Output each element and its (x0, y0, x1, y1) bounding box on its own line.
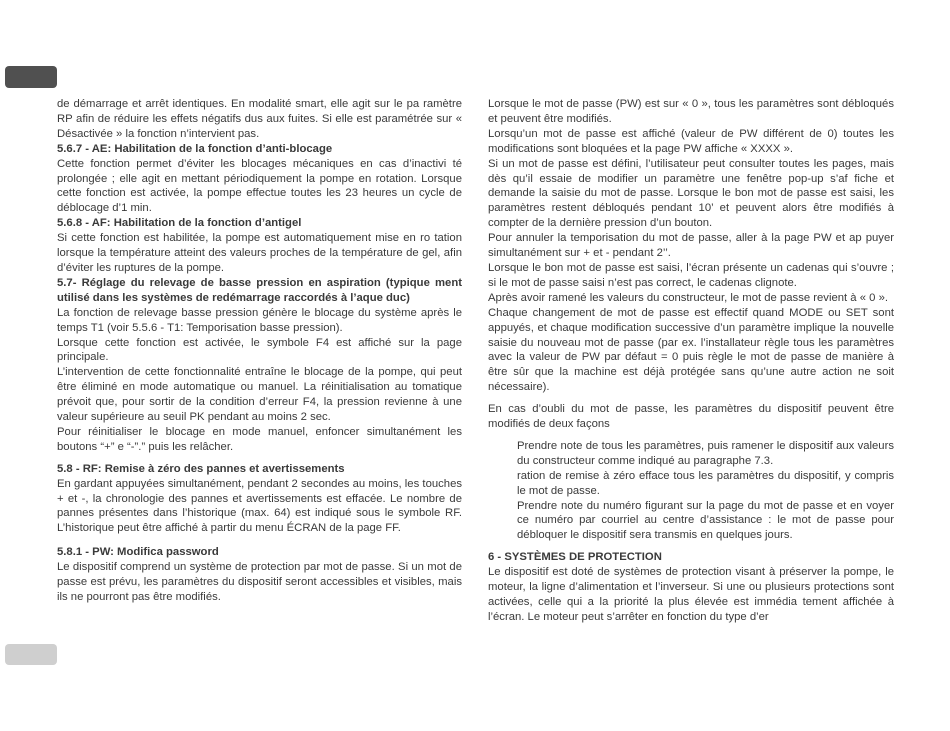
section-heading-6: 6 - SYSTÈMES DE PROTECTION (488, 551, 662, 564)
paragraph: Cette fonction permet d’éviter les blocages mécaniques en cas d’inactivi té prolongée ; elle agit en mettant périodiquement la pompe en rotation. Lorsque cette fonction est activée, la pompe effectue toutes les 23 heures un cycle de déblocage d’1 min. (57, 157, 462, 215)
paragraph: En cas d’oubli du mot de passe, les paramètres du dispositif peuvent être modifiés de deux façons (488, 403, 894, 431)
paragraph: Pour annuler la temporisation du mot de passe, aller à la page PW et ap puyer simultanément sur + et - pendant 2’’. (488, 232, 894, 260)
paragraph: Chaque changement de mot de passe est effectif quand MODE ou SET sont appuyés, et chaque modification successive d’un paramètre implique la nouvelle saisie du nouveau mot de passe (par ex. l’installateur règle tous les paramètres avec la valeur de PW par défaut = 0 puis règle le mot de passe de manière à être sûr que la machine est déjà protégée sans qu’une autre action ne soit nécessaire). (488, 306, 894, 394)
paragraph: En gardant appuyées simultanément, pendant 2 secondes au moins, les touches + et -, la chronologie des pannes et avertissements est effacée. Le nombre de pannes présentes dans l’historique (max. 64) est indiqué sous le symbole RF. L’historique peut être affiché à partir du menu ÉCRAN de la page FF. (57, 477, 462, 535)
page-number-tab (5, 644, 57, 665)
right-column (488, 97, 894, 625)
paragraph: Si cette fonction est habilitée, la pompe est automatiquement mise en ro tation lorsque la température atteint des valeurs proches de la température de gel, afin d’éviter les ruptures de la pompe. (57, 232, 462, 274)
paragraph: La fonction de relevage basse pression génère le blocage du système après le temps T1 (voir 5.5.6 - T1: Temporisation basse pression). (57, 306, 462, 334)
section-heading-5-8: 5.8 - RF: Remise à zéro des pannes et avertissements (57, 462, 345, 475)
section-heading-5-7: 5.7- Réglage du relevage de basse pression en aspiration (typique ment utilisé dans les systèmes de redémarrage raccordés à l’aque duc) (57, 276, 462, 304)
section-heading-5-6-7: 5.6.7 - AE: Habilitation de la fonction d’anti-blocage (57, 142, 333, 155)
left-column (57, 97, 462, 605)
paragraph: L’intervention de cette fonctionnalité entraîne le blocage de la pompe, qui peut être éliminé en mode automatique ou manuel. La réinitialisation au tomatique prévoit que, pour sortir de la condition d’erreur F4, la pression revienne à une valeur supérieure au seuil PK pendant au moins 2 sec. (57, 366, 462, 424)
paragraph: Lorsque le bon mot de passe est saisi, l’écran présente un cadenas qui s’ouvre ; si le mot de passe saisi n’est pas correct, le cadenas clignote. (488, 261, 894, 289)
paragraph: Si un mot de passe est défini, l’utilisateur peut consulter toutes les pages, mais dès qu’il essaie de modifier un paramètre une fenêtre pop-up s’af fiche et demande la saisie du mot de passe. Lorsque le bon mot de passe est saisi, les paramètres restent débloqués pendant 10’ et peuvent alors être modifiés à compter de la dernière pression d’un bouton. (488, 157, 894, 230)
paragraph: Lorsque le mot de passe (PW) est sur « 0 », tous les paramètres sont débloqués et peuvent être modifiés. (488, 98, 894, 125)
section-heading-5-8-1: 5.8.1 - PW: Modifica password (57, 546, 219, 559)
paragraph: Lorsque cette fonction est activée, le symbole F4 est affiché sur la page principale. (57, 336, 462, 364)
paragraph: Le dispositif comprend un système de protection par mot de passe. Si un mot de passe est prévu, les paramètres du dispositif seront accessibles et visibles, mais ils ne pourront pas être modifiés. (57, 561, 462, 603)
paragraph: de démarrage et arrêt identiques. En modalité smart, elle agit sur le pa ramètre RP afin de réduire les effets négatifs dus aux fuites. Si elle est paramétrée sur « Désactivée » la fonction n’intervient pas. (57, 98, 462, 140)
list-item: Prendre note de tous les paramètres, puis ramener le dispositif aux valeurs du constructeur comme indiqué au paragraphe 7.3. (517, 439, 894, 467)
page-tab-marker (5, 66, 57, 88)
paragraph: Le dispositif est doté de systèmes de protection visant à préserver la pompe, le moteur, la ligne d’alimentation et l’inverseur. Si une ou plusieurs protections sont activées, celle qui a la priorité la plus élevée est immédia tement affichée à l’écran. Le moteur peut s’arrêter en fonction du type d’er (488, 566, 894, 623)
list-item: ration de remise à zéro efface tous les paramètres du dispositif, y compris le mot de passe. (517, 469, 894, 497)
paragraph: Pour réinitialiser le blocage en mode manuel, enfoncer simultanément les boutons “+” e “-”.” puis les relâcher. (57, 425, 462, 453)
paragraph: Après avoir ramené les valeurs du constructeur, le mot de passe revient à « 0 ». (488, 291, 888, 304)
paragraph: Lorsqu’un mot de passe est affiché (valeur de PW différent de 0) toutes les modifications sont bloquées et la page PW affiche « XXXX ». (488, 127, 894, 155)
section-heading-5-6-8: 5.6.8 - AF: Habilitation de la fonction d’antigel (57, 217, 302, 230)
list-item: Prendre note du numéro figurant sur la page du mot de passe et en voyer ce numéro par courriel au centre d’assistance : le mot de passe pour débloquer le dispositif sera transmis en quelques jours. (517, 499, 894, 542)
